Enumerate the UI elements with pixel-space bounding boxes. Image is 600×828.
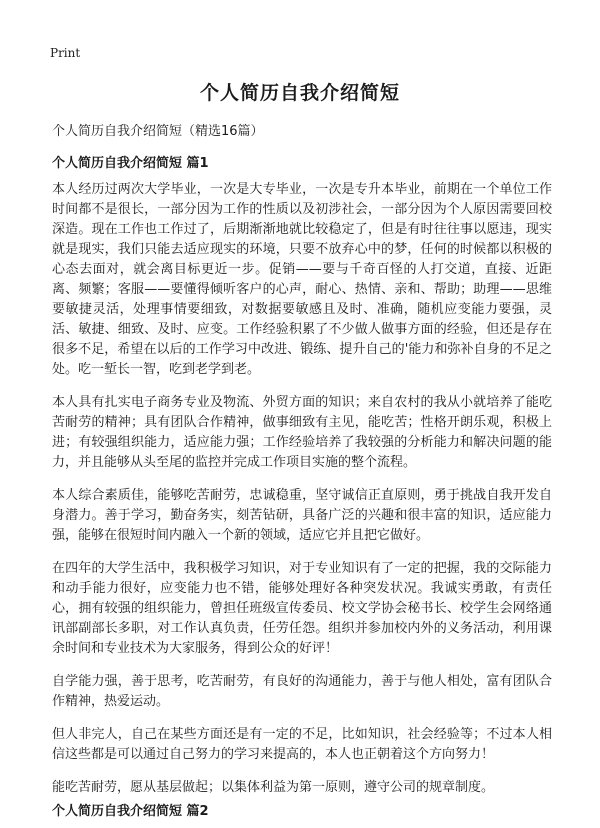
paragraph-3: 本人综合素质佳，能够吃苦耐劳，忠诚稳重，坚守诚信正直原则，勇于挑战自我开发自身潜力。善于学习，勤奋务实，刻苦钻研，具备广泛的兴趣和很丰富的知识，适应能力强，能够在很短时间内融入一个新的领域，适应它并且把它做好。	[52, 488, 552, 543]
section-heading-2: 个人简历自我介绍简短 篇2	[52, 804, 209, 819]
paragraph-5: 自学能力强，善于思考，吃苦耐劳，有良好的沟通能力，善于与他人相处，富有团队合作精神，热爱运动。	[52, 674, 552, 709]
print-link[interactable]: Print	[50, 46, 81, 60]
document-subtitle: 个人简历自我介绍简短（精选16篇）	[52, 124, 264, 139]
paragraph-6: 但人非完人，自己在某些方面还是有一定的不足，比如知识，社会经验等；不过本人相信这些都是可以通过自己努力的学习来提高的，本人也正朝着这个方向努力！	[52, 727, 552, 762]
paragraph-4: 在四年的大学生活中，我积极学习知识，对于专业知识有了一定的把握，我的交际能力和动手能力很好，应变能力也不错，能够处理好各种突发状况。我诚实勇敢，有责任心，拥有较强的组织能力，曾担任班级宣传委员、校文学协会秘书长、校学生会网络通讯部副部长多职，对工作认真负责，任劳任怨。组织并参加校内外的义务活动，利用课余时间和专业技术为大家服务，得到公众的好评！	[52, 561, 552, 656]
page-title: 个人简历自我介绍简短	[199, 82, 400, 104]
paragraph-7: 能吃苦耐劳，愿从基层做起；以集体利益为第一原则，遵守公司的规章制度。	[52, 780, 495, 795]
paragraph-2: 本人具有扎实电子商务专业及物流、外贸方面的知识；来自农村的我从小就培养了能吃苦耐劳的精神；具有团队合作精神，做事细致有主见，能吃苦；性格开朗乐观，积极上进；有较强组织能力，适应能力强；工作经验培养了我较强的分析能力和解决问题的能力，并且能够从头至尾的监控并完成工作项目实施的整个流程。	[52, 395, 552, 470]
section-heading-1: 个人简历自我介绍简短 篇1	[52, 156, 209, 171]
paragraph-1: 本人经历过两次大学毕业，一次是大专毕业，一次是专升本毕业，前期在一个单位工作时间都不是很长，一部分因为工作的性质以及初涉社会，一部分因为个人原因需要回校深造。现在工作也工作过了，后期渐渐地就比较稳定了，但是有时往往事以愿违，现实就是现实，我们只能去适应现实的环境，只要不放弃心中的梦，任何的时候都以积极的心态去面对，就会离目标更近一步。促销——要与千奇百怪的人打交道，直接、近距离、频繁；客服——要懂得倾听客户的心声，耐心、热情、亲和、帮助；助理——思维要敏捷灵活，处理事情要细致，对数据要敏感且及时、准确，随机应变能力要强，灵活、敏捷、细致、及时、应变。工作经验积累了不少做人做事方面的经验，但还是存在很多不足，希望在以后的工作学习中改进、锻练、提升自己的'能力和弥补自身的不足之处。吃一堑长一智，吃到老学到老。	[52, 182, 552, 377]
